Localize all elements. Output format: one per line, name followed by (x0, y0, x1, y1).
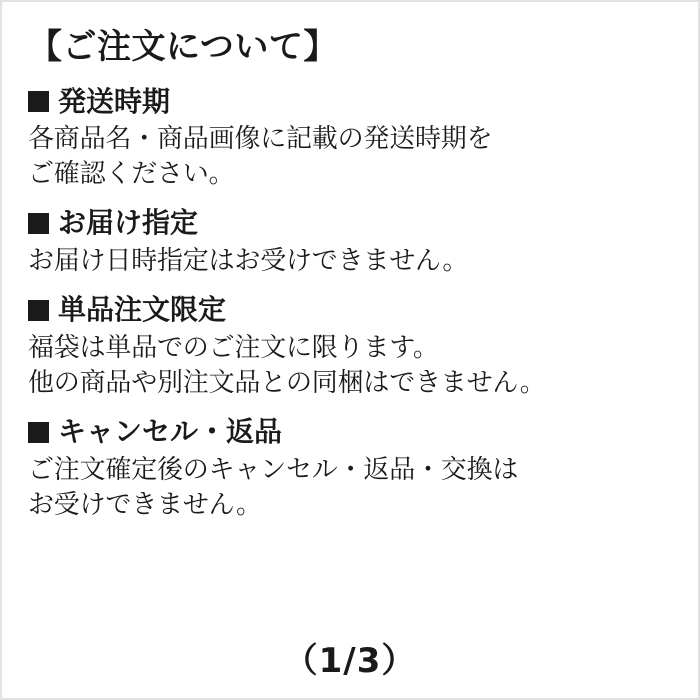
body-line: ご確認ください。 (28, 159, 235, 190)
square-bullet-icon (28, 300, 49, 321)
body-line: お受けできません。 (28, 490, 262, 521)
square-bullet-icon (28, 91, 49, 112)
section-body (28, 331, 676, 401)
square-bullet-icon (28, 422, 49, 443)
section-heading (28, 291, 676, 329)
section-delivery-designation (28, 204, 676, 279)
section-heading (28, 413, 676, 451)
page-border-left (0, 0, 2, 700)
page-indicator: （1/3） (283, 641, 417, 681)
body-line: お届け日時指定はお受けできません。 (28, 246, 469, 277)
section-heading (28, 83, 676, 121)
page-border-top (0, 0, 700, 2)
body-line: ご注文確定後のキャンセル・返品・交換は (28, 455, 519, 486)
section-heading-label: キャンセル・返品 (58, 415, 283, 449)
section-heading-label: 発送時期 (58, 84, 171, 118)
section-heading-label: 単品注文限定 (58, 293, 227, 327)
body-line: 他の商品や別注文品との同梱はできません。 (28, 368, 546, 399)
section-shipping-period (28, 83, 676, 193)
section-body (28, 122, 676, 192)
section-cancellation-return (28, 413, 676, 523)
section-single-order-only (28, 291, 676, 401)
body-line: 福袋は単品でのご注文に限ります。 (28, 333, 439, 364)
section-heading (28, 204, 676, 242)
section-body (28, 244, 676, 279)
square-bullet-icon (28, 213, 49, 234)
page-title: 【ご注文について】 (28, 27, 338, 67)
section-body (28, 453, 676, 523)
body-line: 各商品名・商品画像に記載の発送時期を (28, 124, 493, 155)
notice-content (28, 26, 676, 535)
section-heading-label: お届け指定 (58, 206, 199, 240)
